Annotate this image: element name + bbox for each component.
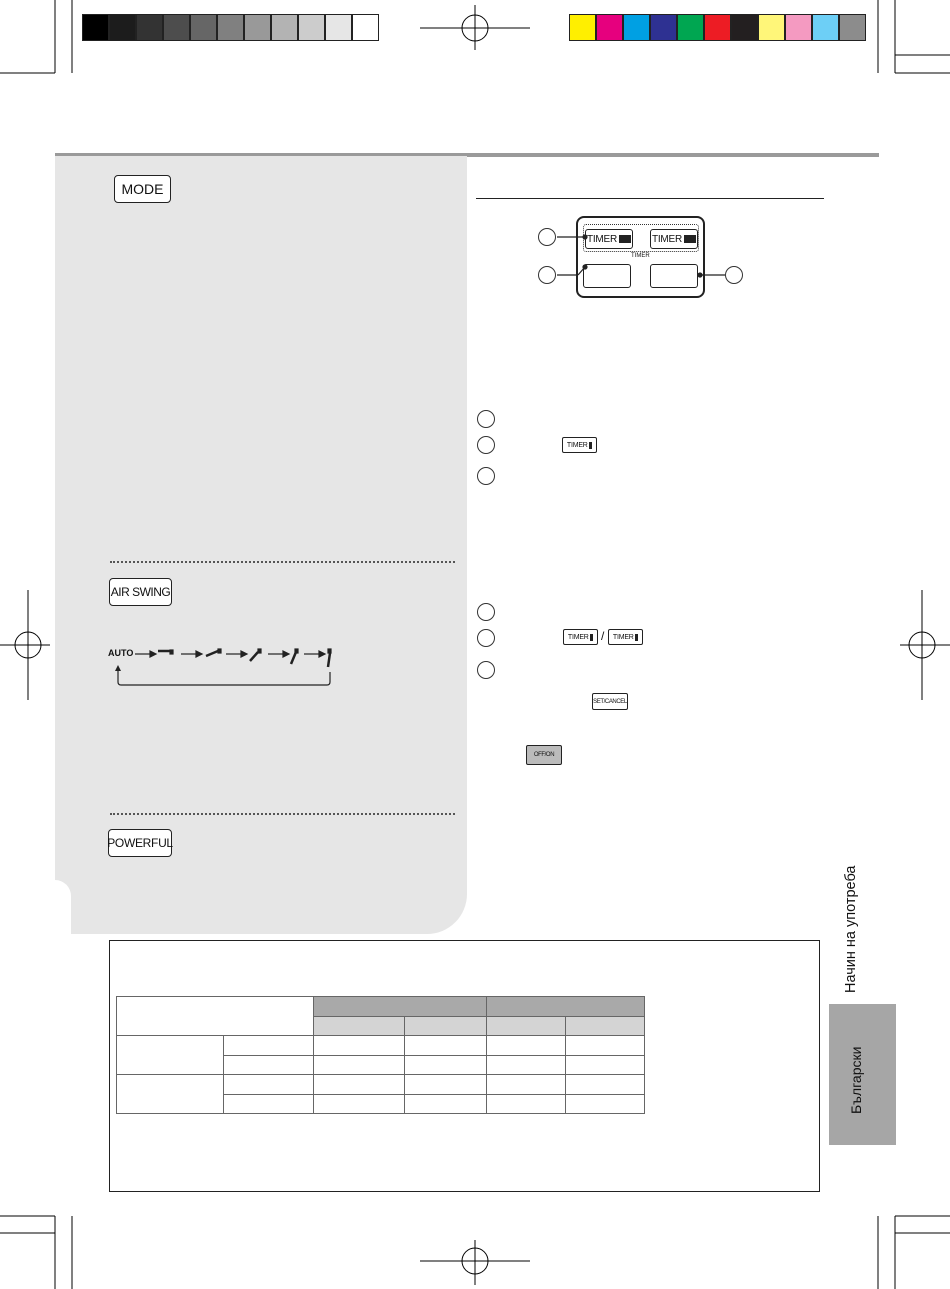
table-cell [487, 1075, 566, 1095]
registration-mark-right [900, 590, 950, 700]
table-sub-header [314, 1016, 405, 1036]
air-swing-button-label: AIR SWING [109, 578, 172, 606]
table-corner-cell [117, 997, 314, 1036]
slash-separator: / [601, 629, 605, 643]
table-cell [487, 1055, 566, 1075]
table-sub-header [487, 1016, 566, 1036]
table-group-header [314, 997, 487, 1017]
table-sub-header [405, 1016, 487, 1036]
diagram-callouts [530, 222, 760, 292]
left-info-panel [55, 156, 467, 934]
spec-table [116, 996, 645, 1114]
table-cell [224, 1094, 314, 1114]
step-timer-b-icon [608, 629, 643, 645]
callout-circle-3 [725, 266, 743, 284]
mode-button-label: MODE [114, 175, 171, 203]
table-cell [487, 1094, 566, 1114]
table-cell [566, 1094, 645, 1114]
callout-circle-1 [538, 228, 556, 246]
table-cell [487, 1036, 566, 1056]
table-row-header [117, 1036, 224, 1075]
table-cell [224, 1055, 314, 1075]
table-cell [314, 1055, 405, 1075]
table-cell [314, 1075, 405, 1095]
table-cell [566, 1036, 645, 1056]
table-cell [224, 1036, 314, 1056]
step-marker [477, 436, 495, 454]
table-cell [314, 1094, 405, 1114]
panel-notch [55, 880, 71, 934]
step-timer-a-icon [562, 437, 597, 453]
registration-mark-top [420, 5, 530, 50]
table-cell [224, 1075, 314, 1095]
table-cell [405, 1075, 487, 1095]
step-timer-b-tag [635, 634, 638, 641]
table-cell [405, 1055, 487, 1075]
swing-auto-label: AUTO [108, 648, 134, 658]
step-marker [477, 603, 495, 621]
section-underline [476, 198, 824, 199]
step-timer-b-icon-label: TIMER [612, 633, 634, 641]
step-timer-a-icon-2-label: TIMER [567, 633, 589, 641]
step-timer-a-icon-2 [563, 629, 598, 645]
step-timer-a-tag-2 [590, 634, 593, 641]
table-cell [405, 1094, 487, 1114]
powerful-button-label: POWERFUL [108, 829, 172, 857]
section-divider [110, 813, 455, 815]
timer-a-button-label: TIMER [586, 233, 618, 245]
timer-b-button-label: TIMER [651, 233, 683, 245]
table-cell [566, 1075, 645, 1095]
off-on-icon: OFF/ON [526, 745, 562, 765]
step-timer-a-tag [589, 442, 592, 449]
timer-caption: TIMER [631, 253, 650, 259]
step-timer-a-icon-label: TIMER [566, 441, 588, 449]
usage-section-label: Начин на употреба [843, 865, 859, 993]
table-group-header [487, 997, 645, 1017]
step-marker [477, 467, 495, 485]
section-divider [110, 561, 455, 563]
set-cancel-icon: SET/CANCEL [592, 693, 628, 710]
table-row-header [117, 1075, 224, 1114]
step-marker [477, 629, 495, 647]
registration-mark-left [0, 590, 50, 700]
table-cell [566, 1055, 645, 1075]
step-marker [477, 410, 495, 428]
swing-sequence-diagram [108, 640, 338, 690]
table-sub-header [566, 1016, 645, 1036]
language-label: Български [848, 1046, 864, 1114]
step-marker [477, 661, 495, 679]
registration-mark-bottom [420, 1240, 530, 1285]
callout-circle-2 [538, 266, 556, 284]
table-cell [405, 1036, 487, 1056]
table-cell [314, 1036, 405, 1056]
